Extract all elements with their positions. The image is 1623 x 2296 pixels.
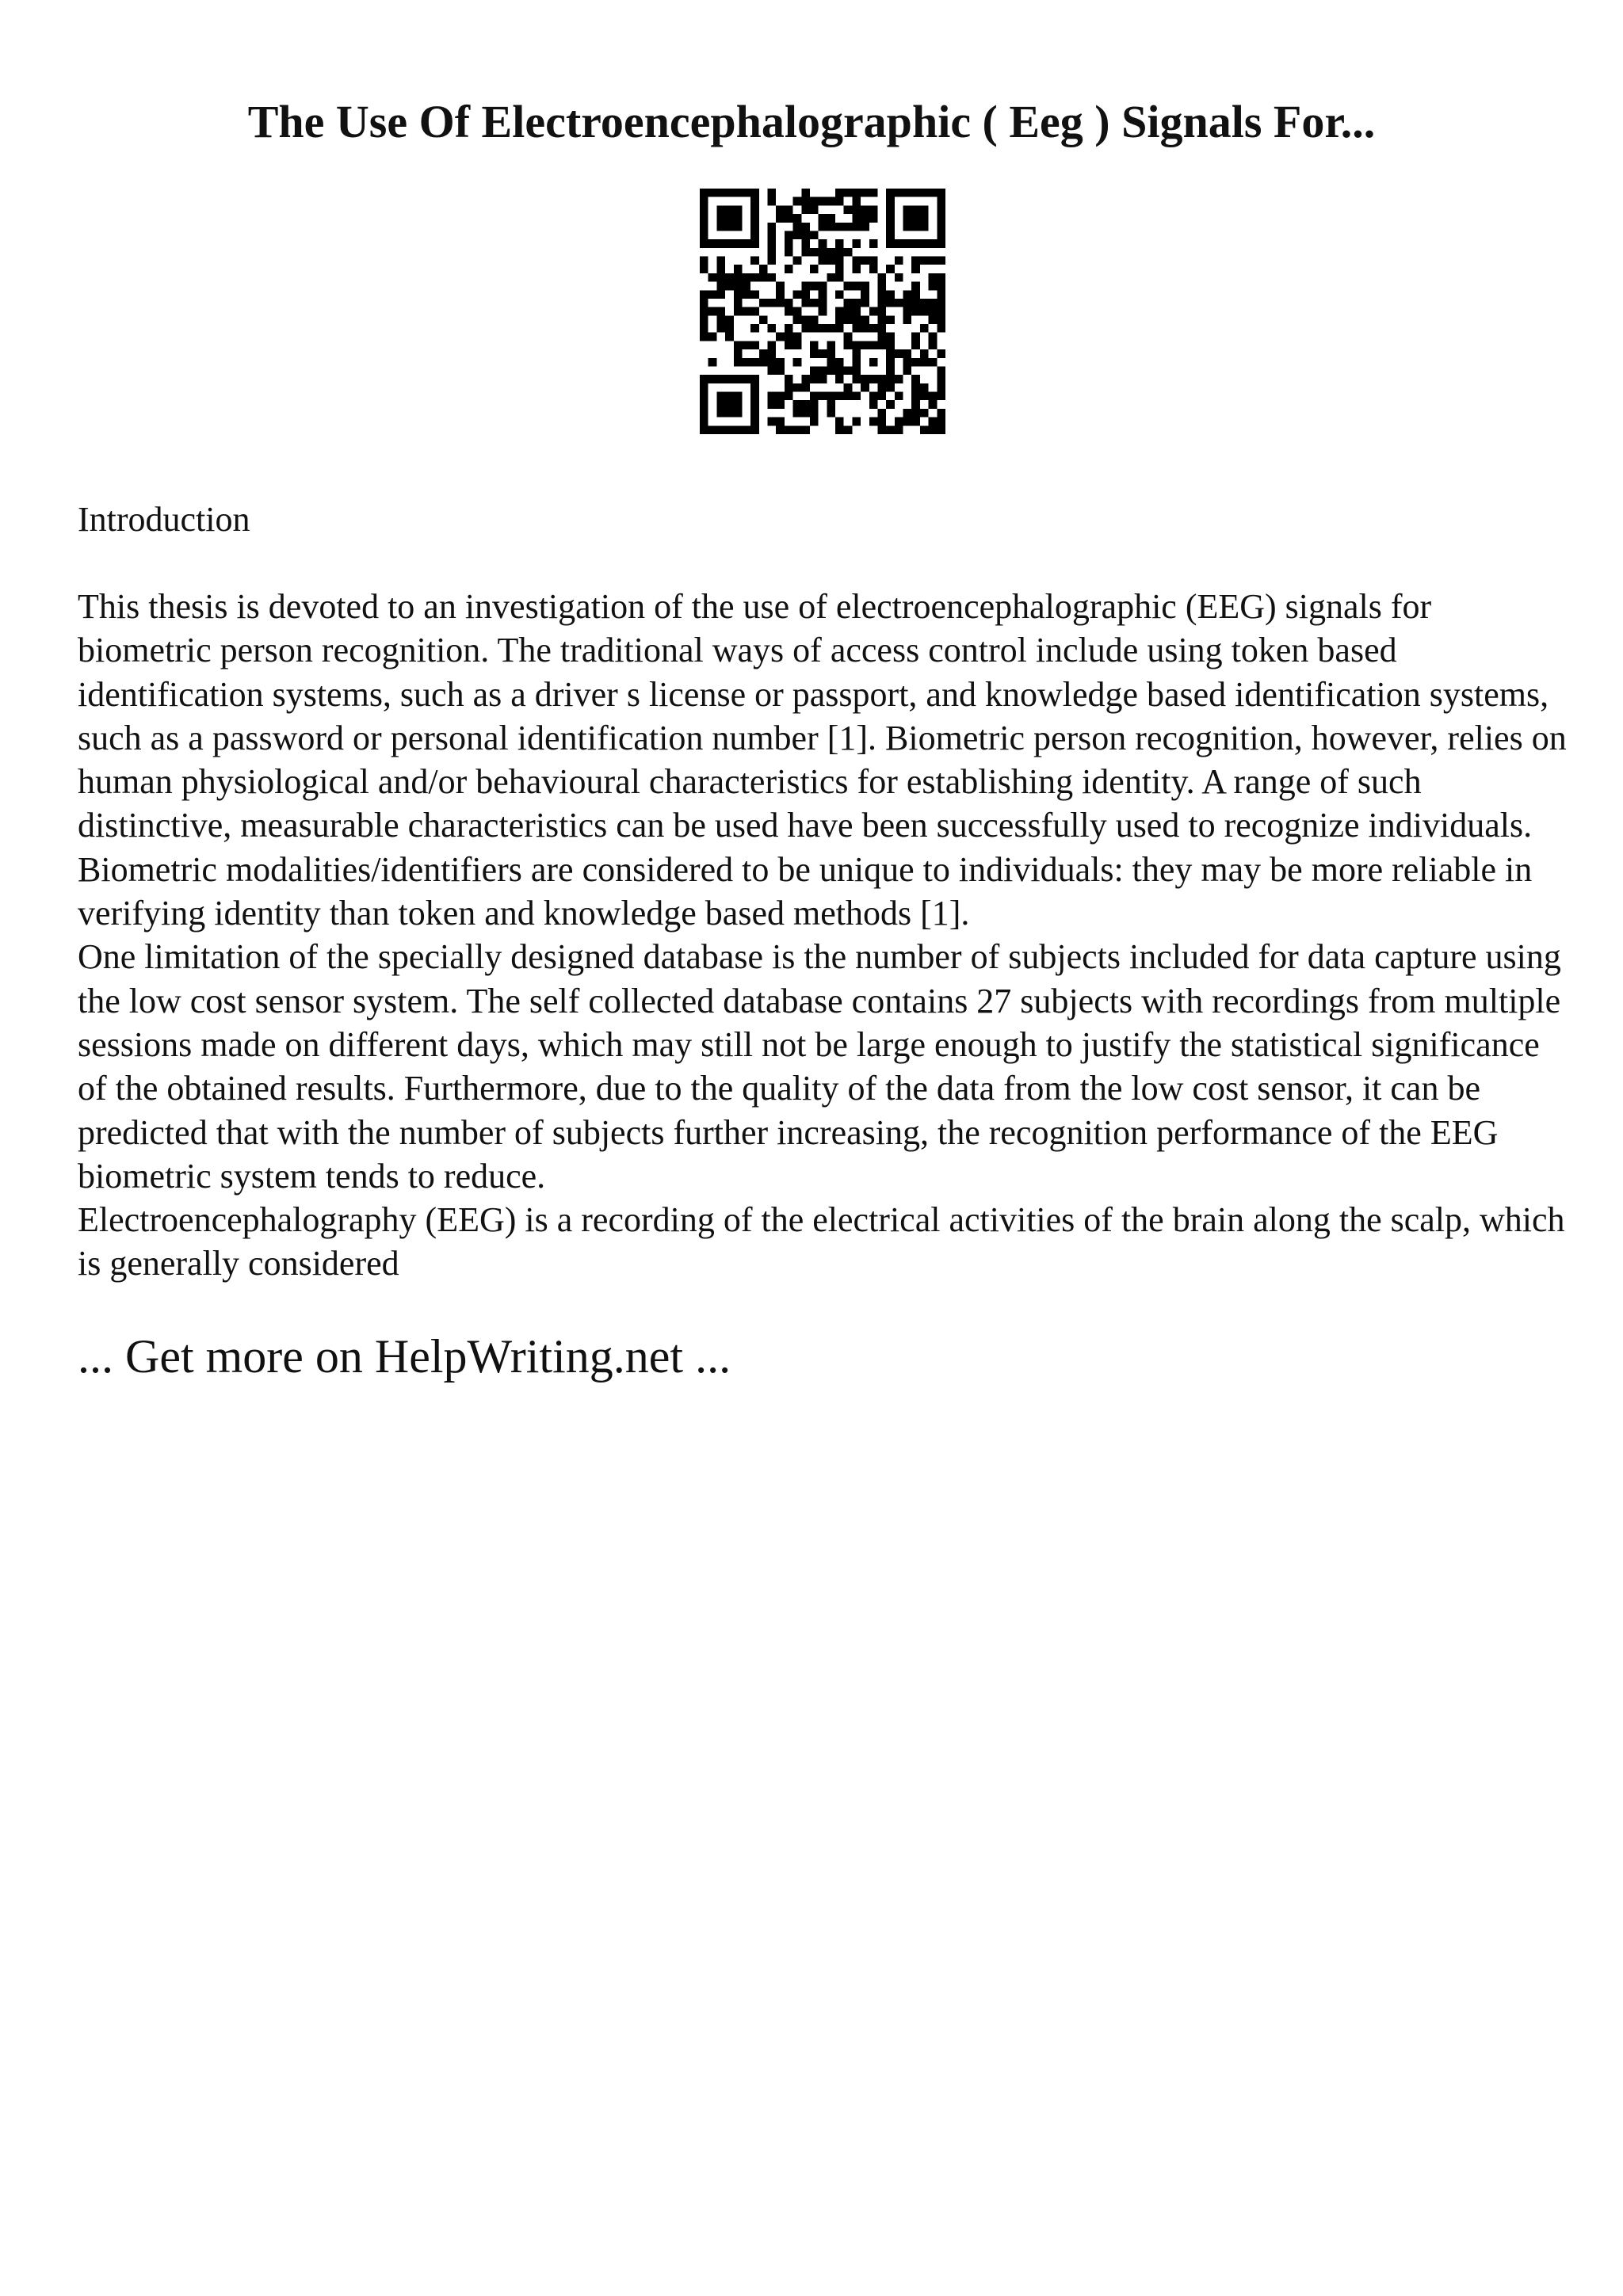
- section-heading: Introduction: [78, 500, 250, 539]
- qr-code-icon: [700, 189, 945, 434]
- paragraph: One limitation of the specially designed database is the number of subjects included for data capture using the low cost sensor system. The self collected database contains 27 subjects with recordings from multiple sessions made on different days, which may still not be large enough to justify the statistical significance of the obtained results. Furthermore, due to the quality of the data from the low cost sensor, it can be predicted that with the number of subjects further increasing, the recognition performance of the EEG biometric system tends to reduce.: [78, 937, 1561, 1196]
- get-more-link[interactable]: ... Get more on HelpWriting.net ...: [78, 1330, 731, 1383]
- document-title: The Use Of Electroencephalographic ( Eeg ) Signals For...: [247, 96, 1376, 147]
- paragraph: Electroencephalography (EEG) is a recording of the electrical activities of the brain along the scalp, which is generally considered: [78, 1200, 1565, 1283]
- paragraph: This thesis is devoted to an investigation of the use of electroencephalographic (EEG) signals for biometric person recognition. The traditional ways of access control include using token based identification systems, such as a driver s license or passport, and knowledge based identification systems, such as a password or personal identification number [1]. Biometric person recognition, however, relies on human physiological and/or behavioural characteristics for establishing identity. A range of such distinctive, measurable characteristics can be used have been successfully used to recognize individuals. Biometric modalities/identifiers are considered to be unique to individuals: they may be more reliable in verifying identity than token and knowledge based methods [1].: [78, 587, 1567, 933]
- body-text: [78, 585, 1568, 1286]
